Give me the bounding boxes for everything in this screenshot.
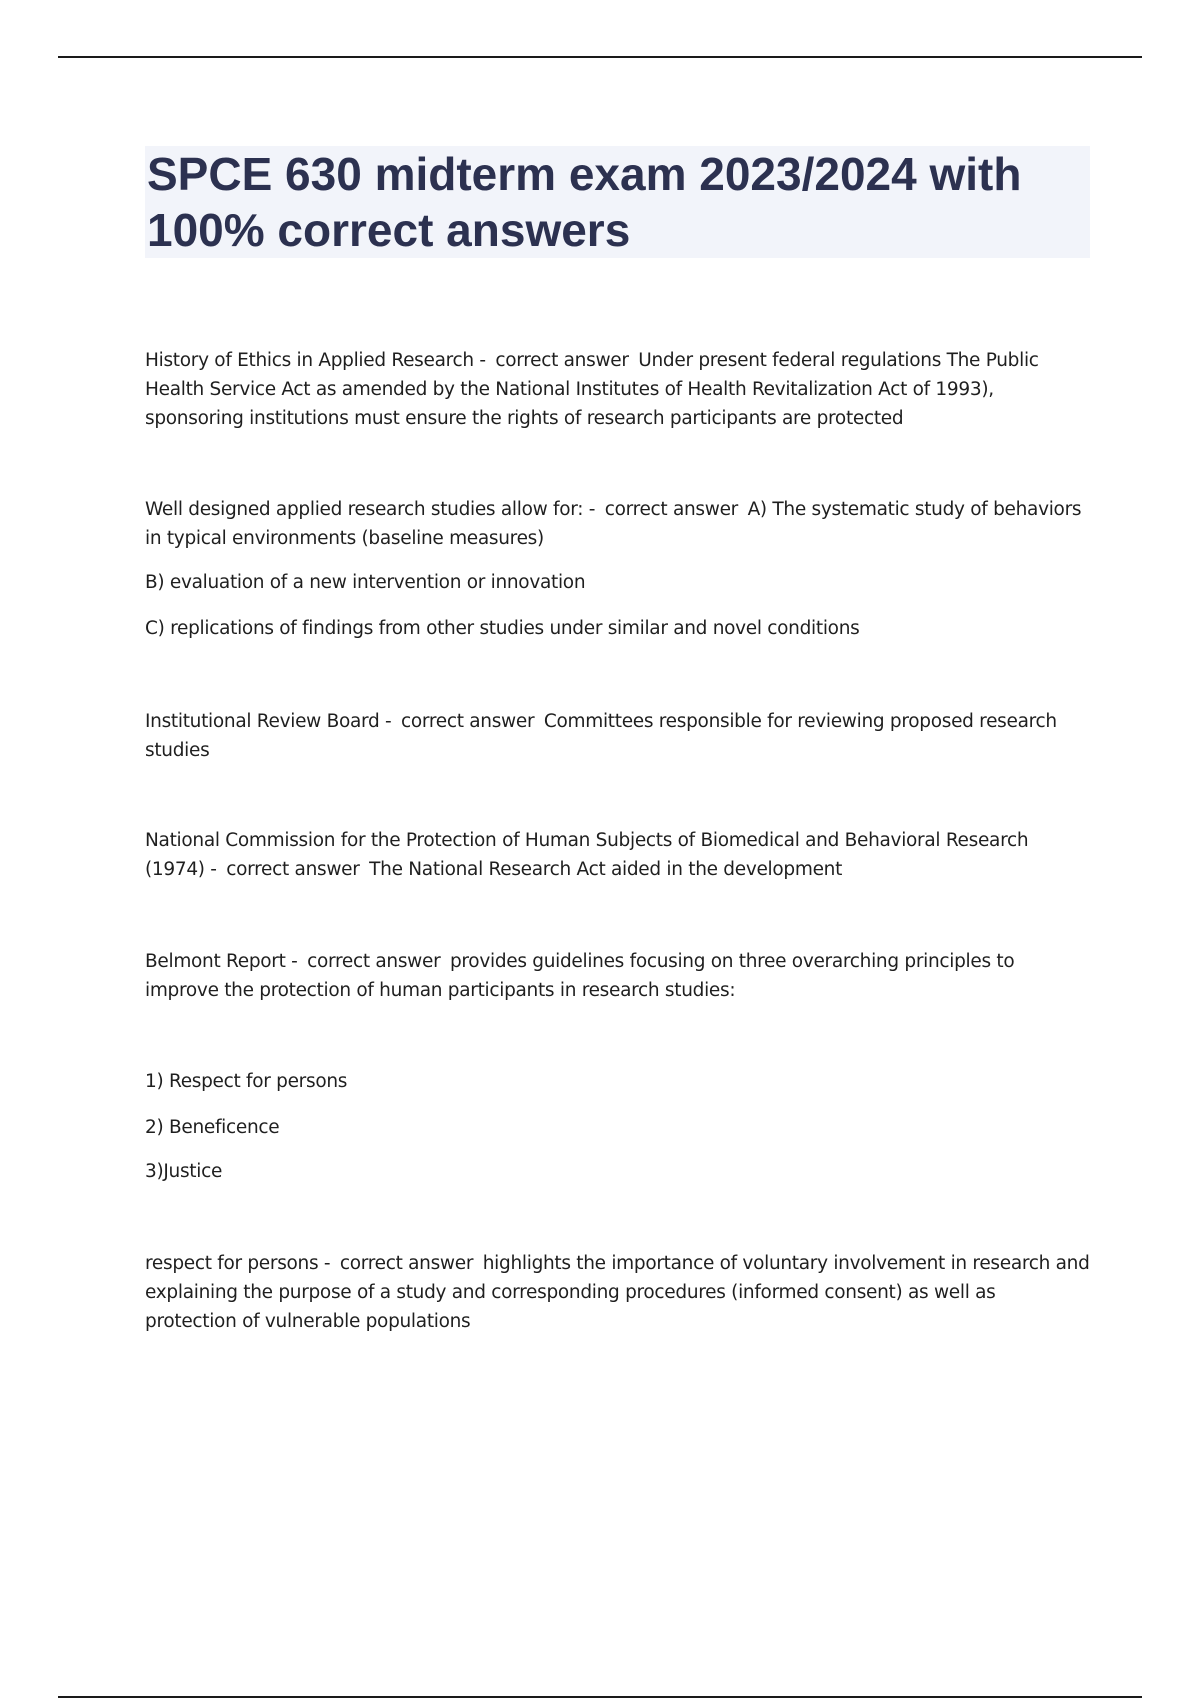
bottom-rule bbox=[58, 1696, 1142, 1698]
qa-answer: provides guidelines focusing on three overarching principles to improve the protection of human participants in research studies: bbox=[145, 951, 1015, 1001]
answer-option: B) evaluation of a new intervention or innovation bbox=[145, 572, 586, 593]
qa-entry bbox=[145, 947, 1090, 1186]
qa-label: correct answer bbox=[339, 1253, 474, 1274]
qa-label: correct answer bbox=[226, 859, 360, 880]
principle-item: 1) Respect for persons bbox=[145, 1071, 348, 1092]
qa-term: History of Ethics in Applied Research - bbox=[145, 350, 486, 371]
qa-paragraph bbox=[145, 1249, 1090, 1336]
principle-item: 3)Justice bbox=[145, 1161, 223, 1182]
qa-label: correct answer bbox=[604, 499, 738, 520]
qa-term: Institutional Review Board - bbox=[145, 711, 392, 732]
qa-label: correct answer bbox=[495, 350, 629, 371]
qa-label: correct answer bbox=[307, 951, 441, 972]
qa-answer: The National Research Act aided in the development bbox=[369, 859, 843, 880]
qa-answer: Under present federal regulations The Public Health Service Act as amended by the National Institutes of Health Revitalization Act of 1993), sponsoring institutions must ensure the rights of research participants are protected bbox=[145, 350, 1039, 429]
qa-entry bbox=[145, 346, 1090, 433]
title-banner bbox=[145, 146, 1090, 258]
qa-paragraph bbox=[145, 707, 1090, 765]
qa-label: correct answer bbox=[401, 711, 535, 732]
qa-entry bbox=[145, 707, 1090, 765]
qa-answer: Committees responsible for reviewing proposed research studies bbox=[145, 711, 1057, 761]
top-rule bbox=[58, 56, 1142, 58]
qa-paragraph bbox=[145, 947, 1090, 1005]
document-title: SPCE 630 midterm exam 2023/2024 with 100% correct answers bbox=[147, 148, 1022, 256]
qa-entry bbox=[145, 1249, 1090, 1336]
qa-paragraph bbox=[145, 826, 1090, 884]
qa-term: Belmont Report - bbox=[145, 951, 298, 972]
answer-option: C) replications of findings from other studies under similar and novel conditions bbox=[145, 618, 860, 639]
qa-entry bbox=[145, 495, 1090, 643]
qa-term: respect for persons - bbox=[145, 1253, 331, 1274]
qa-term: Well designed applied research studies allow for: - bbox=[145, 499, 596, 520]
qa-paragraph bbox=[145, 346, 1090, 433]
qa-answer: highlights the importance of voluntary involvement in research and explaining the purpose of a study and corresponding procedures (informed consent) as well as protection of vulnerable populations bbox=[145, 1253, 1090, 1332]
qa-answer: A) The systematic study of behaviors in typical environments (baseline measures) bbox=[145, 499, 1082, 549]
qa-paragraph bbox=[145, 495, 1090, 553]
qa-term: National Commission for the Protection of Human Subjects of Biomedical and Behavioral Research (1974) - bbox=[145, 830, 1029, 880]
qa-entry bbox=[145, 826, 1090, 884]
principle-item: 2) Beneficence bbox=[145, 1117, 280, 1138]
